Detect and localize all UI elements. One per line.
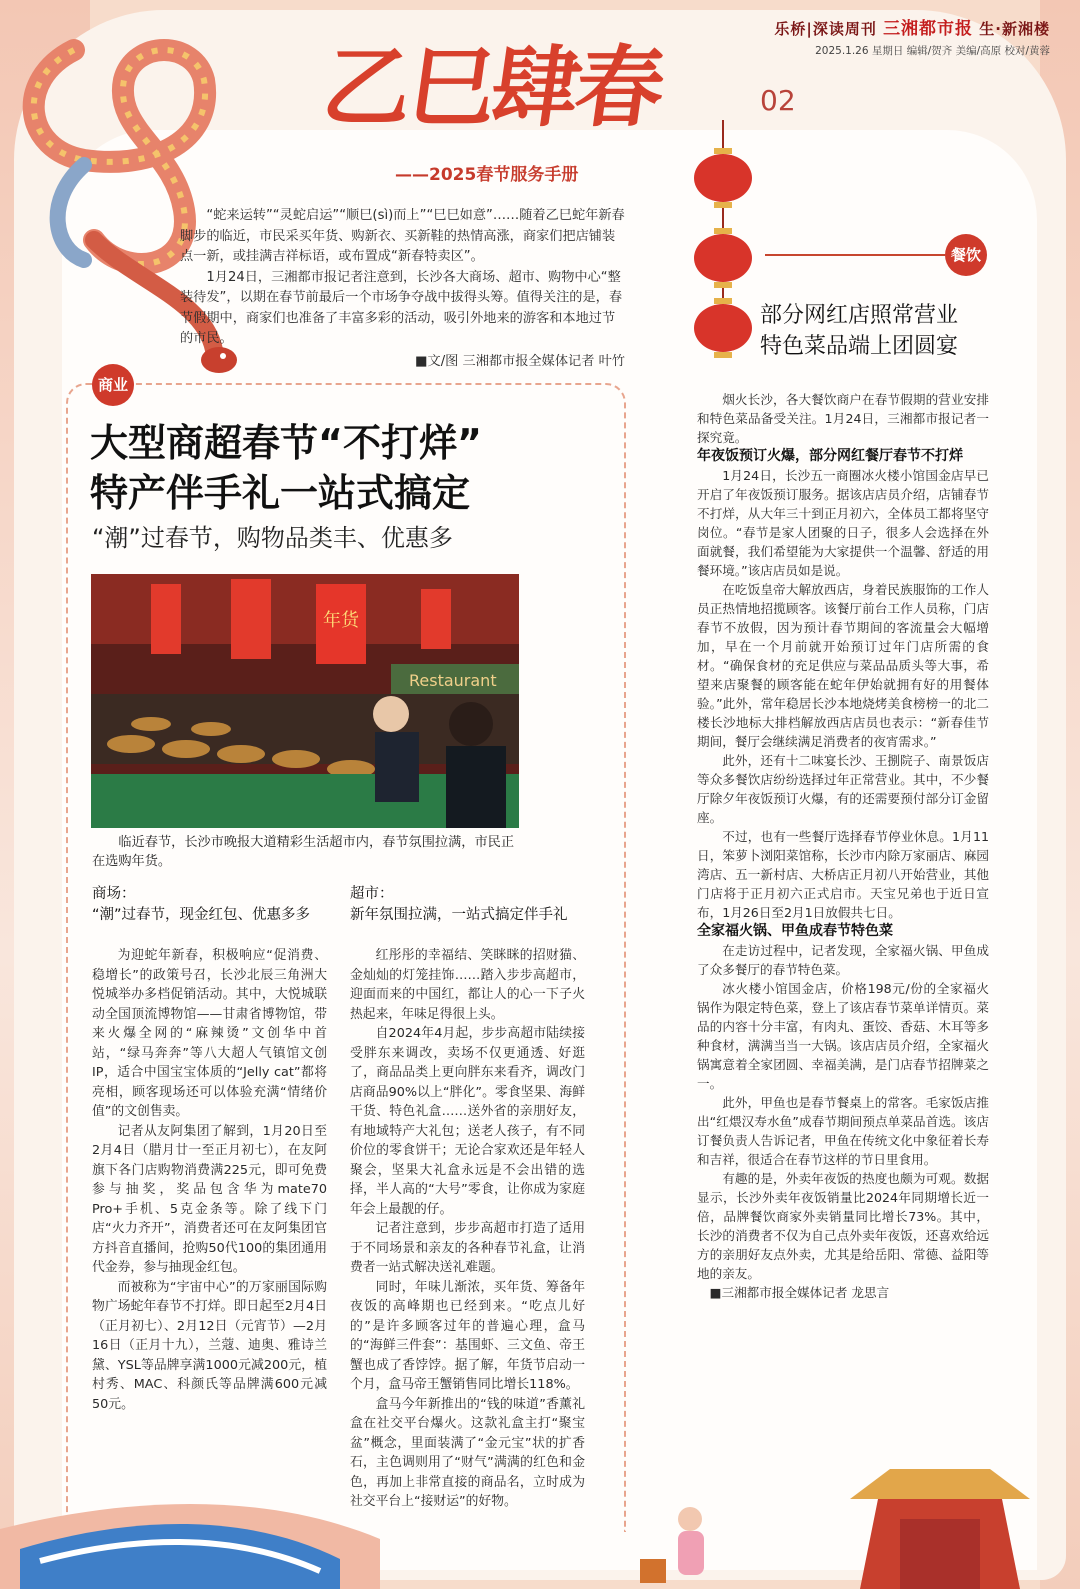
photo-banner-text: 年货 [323, 610, 359, 631]
photo-caption: 临近春节，长沙市晚报大道精彩生活超市内，春节氛围拉满，市民正在选购年货。 [92, 835, 515, 869]
commerce-subhead: “潮”过春节，购物品类丰、优惠多 [92, 524, 453, 552]
supermarket-head-label: 超市： [350, 886, 394, 902]
dining-section-tag: 餐饮 [945, 234, 987, 276]
supermarket-paragraph: 自2024年4月起，步步高超市陆续接受胖东来调改，卖场不仅更通透、好逛了，商品品类上更向胖东来看齐，调改门店商品90%以上“胖化”。零食坚果、海鲜干货、特色礼盒……送外省的亲朋好友，有地域特产大礼包；送老人孩子，有不同价位的零食饼干；无论合家欢还是年轻人聚会，坚果大礼盒永远是不会出错的选择，半人高的“大号”零食，让你成为家庭年会上最靓的仔。 [350, 1026, 585, 1217]
commerce-headline [90, 418, 482, 518]
page-subtitle: ——2025春节服务手册 [395, 165, 579, 185]
dining-paragraph: 在吃饭皇帝大解放西店，身着民族服饰的工作人员正热情地招揽顾客。该餐厅前台工作人员称，门店春节不放假，因为预计春节期间的客流量会大幅增加，早在一个月前就开始预订过年门店所需的食材。“确保食材的充足供应与菜品品质头等大事，希望来店聚餐的顾客能在蛇年伊始就拥有好的用餐体验。”此外，常年稳居长沙本地烧烤美食榜榜一的北二楼长沙地标大排档解放西店店员也表示：“新春佳节期间，餐厅会继续满足消费者的夜宵需求。” [697, 582, 989, 749]
supermarket-paragraph: 红彤彤的幸福结、笑眯眯的招财猫、金灿灿的灯笼挂饰……踏入步步高超市，迎面而来的中国红，都让人的心一下子火热起来，年味足得很上头。 [350, 948, 585, 1022]
mall-column-head [92, 884, 342, 926]
mall-paragraph: 而被称为“宇宙中心”的万家丽国际购物广场蛇年春节不打烊。即日起至2月4日（正月初七）、2月12日（元宵节）—2月16日（正月十九），兰蔻、迪奥、雅诗兰黛、YSL等品牌享满1000元减200元，植村秀、MAC、科颜氏等品牌满600元减50元。 [92, 1279, 327, 1412]
mall-paragraph: 为迎蛇年新春，积极响应“促消费、稳增长”的政策号召，长沙北辰三角洲大悦城举办多档促销活动。其中，大悦城联动全国顶流博物馆——甘肃省博物馆，带来火爆全网的“麻辣烫”文创华中首站，“绿马奔奔”等八大超人气镇馆文创IP，适合中国宝宝体质的“Jelly cat”都将亮相，顾客现场还可以体验充满“情绪价值”的文创售卖。 [92, 948, 327, 1119]
intro-credit: ■文/图 三湘都市报全媒体记者 叶竹 [415, 353, 625, 369]
dining-headline-line: 特色菜品端上团圆宴 [760, 334, 959, 359]
supermarket-column [350, 946, 585, 1512]
supermarket-scene-icon [91, 574, 519, 828]
commerce-headline-line: 大型商超春节“不打烊” [90, 421, 482, 465]
footer-illustration-icon [0, 1449, 1080, 1589]
dining-credit: ■三湘都市报全媒体记者 龙思言 [709, 1285, 890, 1300]
supermarket-paragraph: 盒马今年新推出的“钱的味道”香薰礼盒在社交平台爆火。这款礼盒主打“聚宝盆”概念，里面装满了“金元宝”状的扩香石，主色调则用了“财气”满满的红色和金色，再加上非常直接的商品名，立时成为社交平台上“接财运”的好物。 [350, 1396, 585, 1509]
mall-head-label: 商场： [92, 886, 136, 902]
dining-headline-line: 部分网红店照常营业 [760, 303, 959, 328]
masthead-tag: 生·新湘楼 [979, 20, 1050, 38]
mall-paragraph: 记者从友阿集团了解到，1月20日至2月4日（腊月廿一至正月初七），在友阿旗下各门店购物消费满225元，即可免费参与抽奖，奖品包含华为mate70 Pro+手机、5克金条等。除了线下门店“火力齐开”，消费者还可在友阿集团官方抖音直播间，抢购50代100的集团通用代金券，参与抽现金红包。 [92, 1123, 327, 1275]
dining-paragraph: 冰火楼小馆国金店，价格198元/份的全家福火锅作为限定特色菜，登上了该店春节菜单详情页。菜品的内容十分丰富，有肉丸、蛋饺、香菇、木耳等多种食材，满满当当一大锅。该店店员介绍，全家福火锅寓意着全家团圆、幸福美满，是门店春节招牌菜之一。 [697, 981, 989, 1091]
commerce-section-tag: 商业 [92, 364, 134, 406]
mall-head-title: “潮”过春节，现金红包、优惠多多 [92, 907, 311, 923]
supermarket-photo [91, 574, 519, 828]
supermarket-column-head [350, 884, 600, 926]
dining-paragraph: 1月24日，长沙五一商圈冰火楼小馆国金店早已开启了年夜饭预订服务。据该店店员介绍，店铺春节不打烊，从大年三十到正月初六，全体员工都将坚守岗位。“春节是家人团聚的日子，很多人会选择在外面就餐，我们希望能为大家提供一个温馨、舒适的用餐环境。”该店店员如是说。 [697, 468, 989, 578]
dining-subhead: 全家福火锅、甲鱼成春节特色菜 [697, 923, 893, 939]
dining-headline [760, 300, 958, 362]
masthead-paper: 三湘都市报 [883, 19, 974, 39]
dining-paragraph: 不过，也有一些餐厅选择春节停业休息。1月11日，笨萝卜浏阳菜馆称，长沙市内除万家丽店、麻园湾店、五一新村店、大桥店正月初八开始营业，其他门店将于正月初六正式启市。天宝兄弟也于近日宣布，1月26日至2月1日放假共七日。 [697, 829, 989, 920]
page-number: 02 [760, 84, 796, 117]
dining-paragraph: 在走访过程中，记者发现，全家福火锅、甲鱼成了众多餐厅的春节特色菜。 [697, 943, 989, 977]
supermarket-paragraph: 记者注意到，步步高超市打造了适用于不同场景和亲友的各种春节礼盒，让消费者一站式解决送礼难题。 [350, 1221, 585, 1275]
dining-lead: 烟火长沙，各大餐饮商户在春节假期的营业安排和特色菜品备受关注。1月24日，三湘都市报记者一探究竟。 [697, 392, 989, 445]
intro-paragraph: 1月24日，三湘都市报记者注意到，长沙各大商场、超市、购物中心“整装待发”，以期在春节前最后一个市场争夺战中拔得头筹。值得关注的是，春节假期中，商家们也准备了丰富多彩的活动，吸引外地来的游客和本地过节的市民。 [180, 269, 623, 346]
intro-block [180, 206, 625, 372]
dining-paragraph: 此外，还有十二味宴长沙、王捌院子、南景饭店等众多餐饮店纷纷选择过年正常营业。其中，不少餐厅除夕年夜饭预订火爆，有的还需要预付部分订金留座。 [697, 753, 989, 825]
supermarket-head-title: 新年氛围拉满，一站式搞定伴手礼 [350, 907, 568, 923]
photo-sign: Restaurant [409, 671, 497, 690]
dining-paragraph: 有趣的是，外卖年夜饭的热度也颇为可观。数据显示，长沙外卖年夜饭销量比2024年同期增长近一倍，品牌餐饮商家外卖销量同比增长73%。其中，长沙的消费者不仅为自己点外卖年夜饭，还喜欢给远方的亲朋好友点外卖，尤其是给岳阳、常德、益阳等地的亲友。 [697, 1171, 989, 1281]
supermarket-paragraph: 同时，年味儿渐浓，买年货、筹备年夜饭的高峰期也已经到来。“吃点儿好的”是许多顾客过年的普遍心理，盒马的“海鲜三件套”：基围虾、三文鱼、帝王蟹也成了香饽饽。据了解，年货节启动一个月，盒马帝王蟹销售同比增长118%。 [350, 1279, 585, 1392]
lantern-icon [692, 290, 754, 370]
dining-subhead: 年夜饭预订火爆，部分网红餐厅春节不打烊 [697, 448, 963, 464]
masthead [774, 14, 1050, 58]
masthead-brand: 乐桥|深读周刊 [774, 20, 877, 38]
masthead-date-line: 2025.1.26 星期日 编辑/贺齐 美编/高原 校对/黄蓉 [815, 45, 1050, 57]
dining-divider [765, 254, 945, 256]
dining-paragraph: 此外，甲鱼也是春节餐桌上的常客。毛家饭店推出“红煨汉寿水鱼”成春节期间预点单菜品首选。该店订餐负责人告诉记者，甲鱼在传统文化中象征着长寿和吉祥，很适合在春节这样的节日里食用。 [697, 1095, 989, 1167]
commerce-headline-line: 特产伴手礼一站式搞定 [90, 471, 471, 515]
dining-column [697, 390, 989, 1302]
intro-paragraph: “蛇来运转”“灵蛇启运”“顺巳(sì)而上”“巳巳如意”……随着乙巳蛇年新春脚步的临近，市民采买年货、购新衣、买新鞋的热情高涨，商家们把店铺装点一新，或挂满吉祥标语，或布置成“新春特卖区”。 [180, 208, 625, 264]
mall-column [92, 946, 327, 1414]
page-title-art: 乙巳肆春 [316, 35, 668, 139]
